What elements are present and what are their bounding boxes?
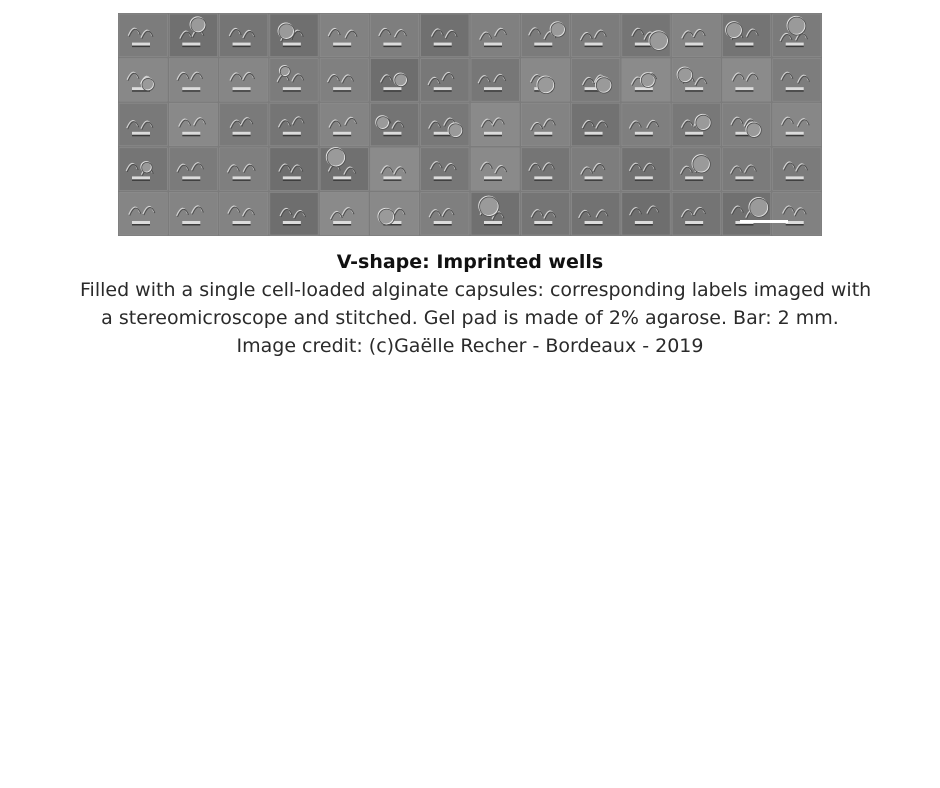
- micrograph-image: [118, 13, 822, 236]
- stitched-wells-micrograph: [118, 13, 822, 236]
- figure-caption: [80, 248, 872, 360]
- caption-title: V-shape: Imprinted wells: [336, 251, 604, 273]
- caption-description-line-2: a stereomicroscope and stitched. Gel pad is made of 2% agarose. Bar: 2 mm.: [101, 307, 839, 329]
- caption-description-line-1: Filled with a single cell-loaded alginate capsules: corresponding labels imaged with: [80, 279, 872, 301]
- caption-credit: Image credit: (c)Gaëlle Recher - Bordeaux - 2019: [236, 335, 704, 357]
